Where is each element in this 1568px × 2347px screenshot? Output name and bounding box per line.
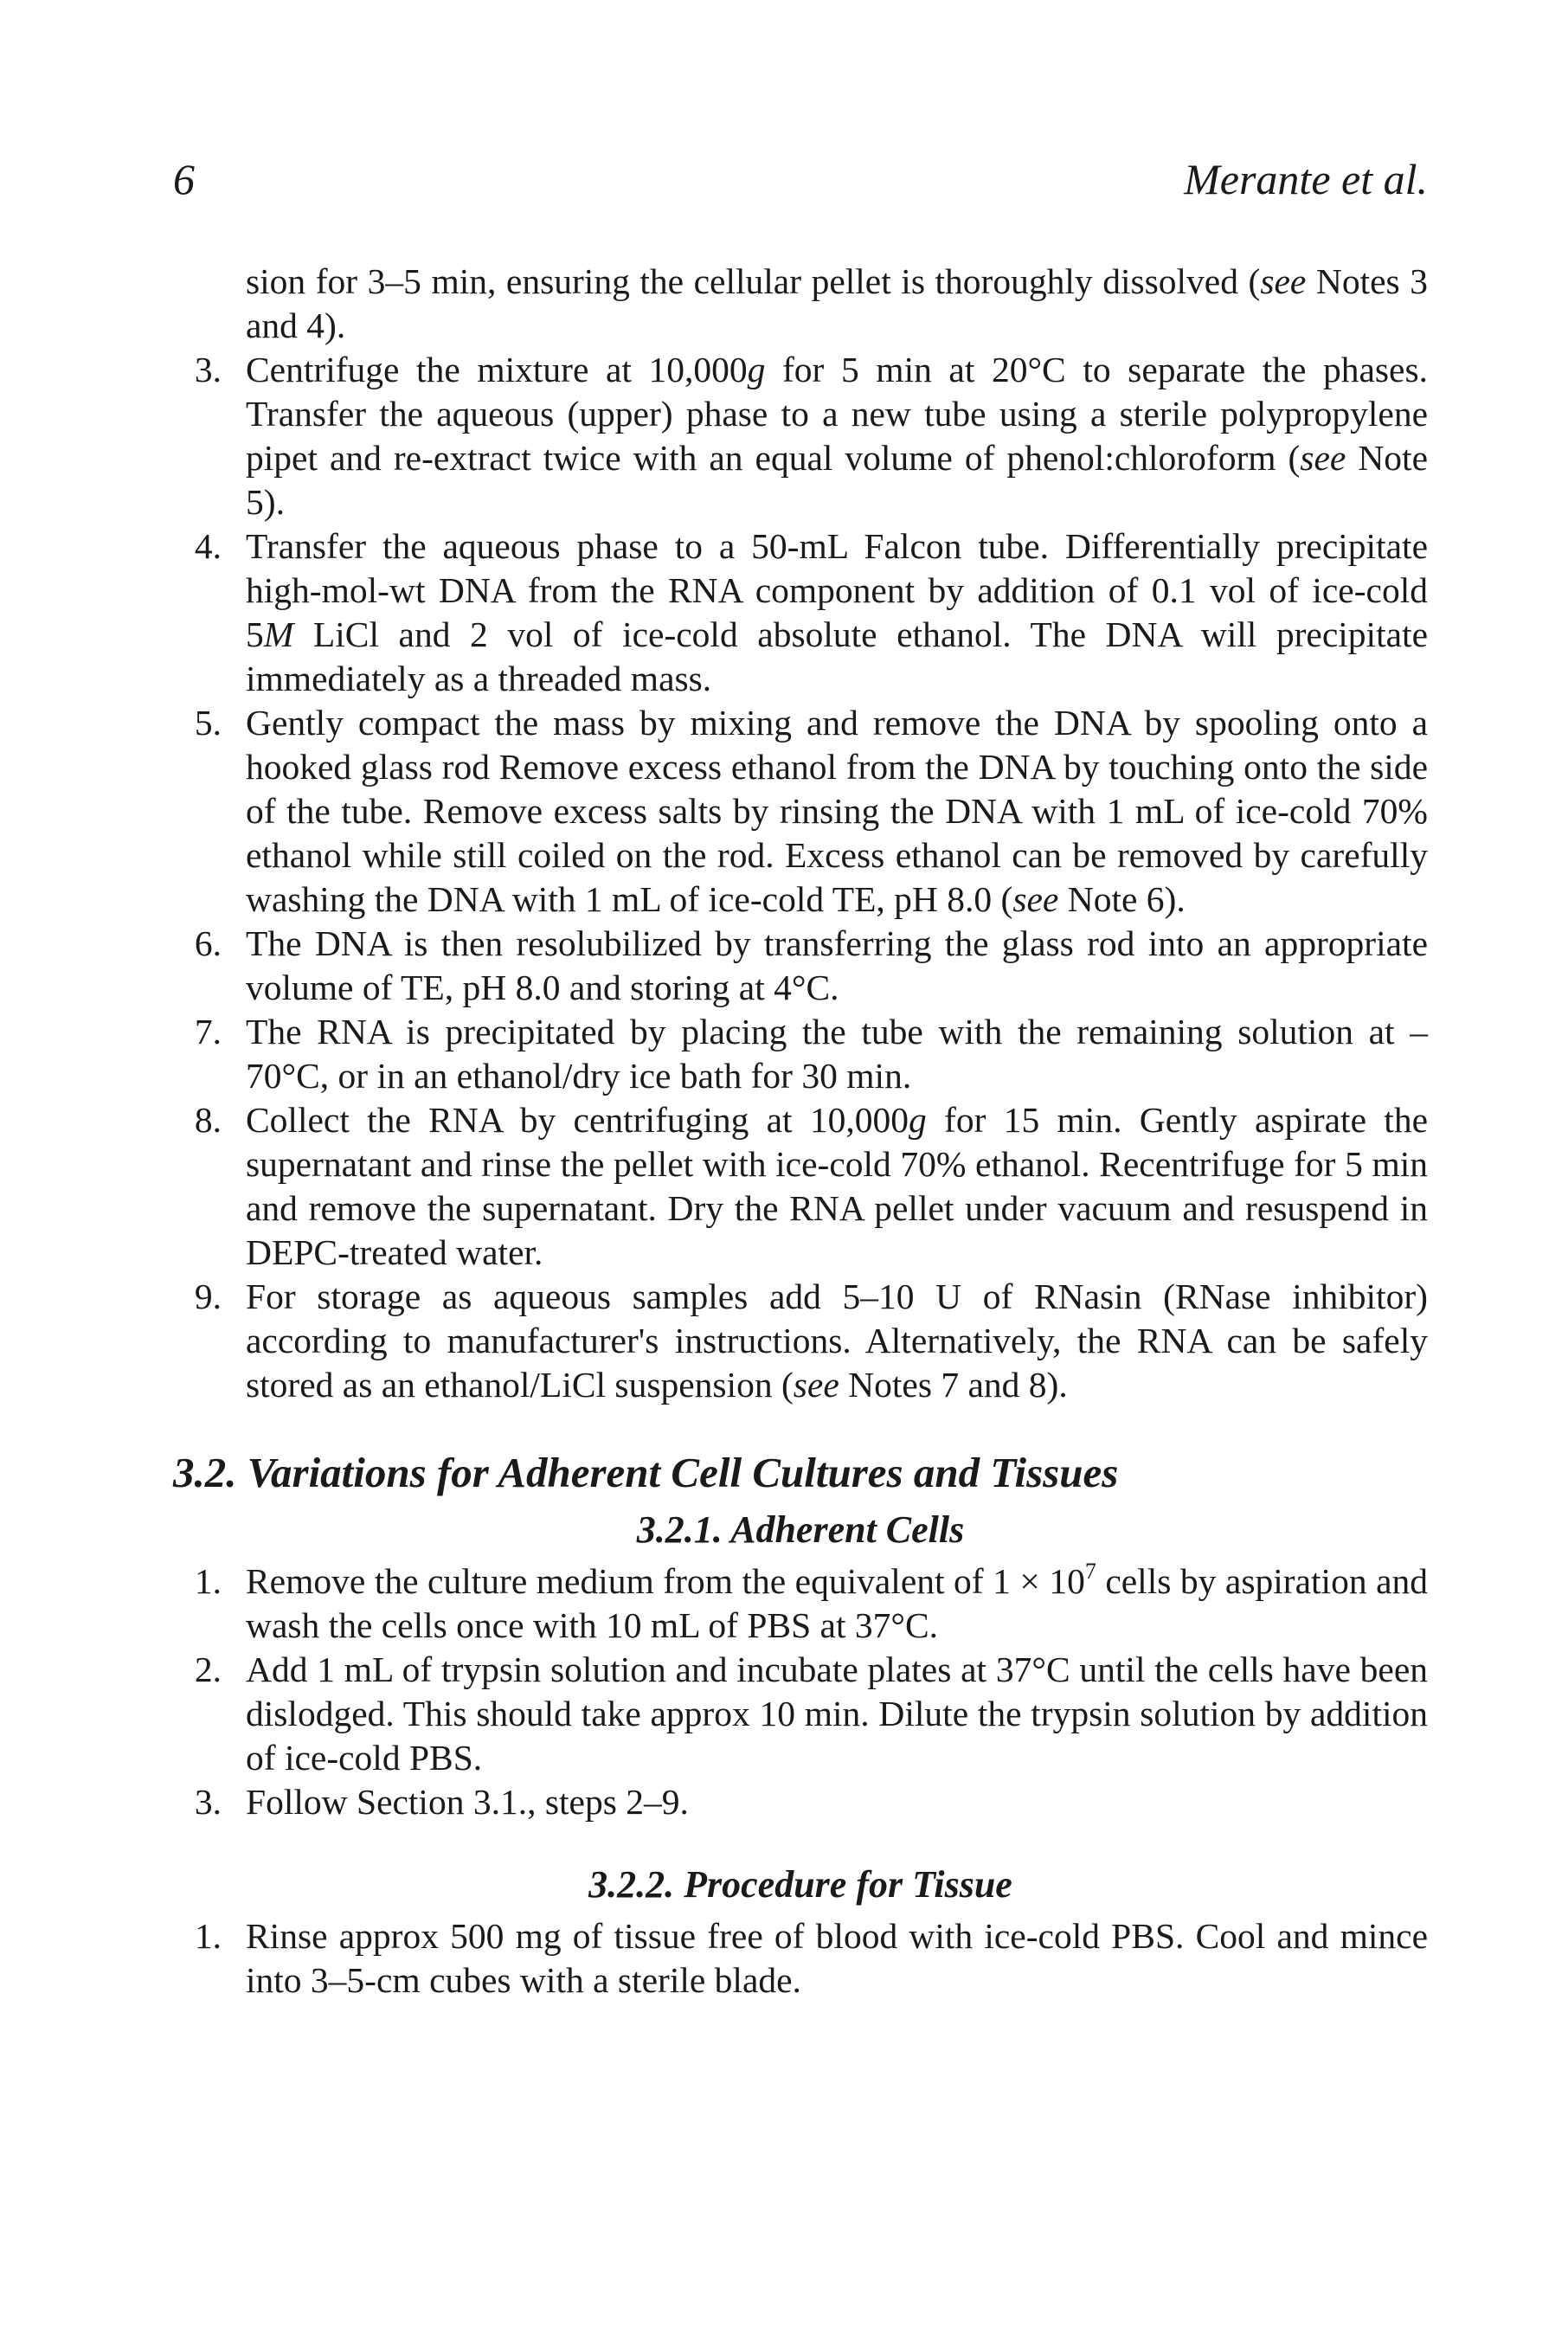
step-text: For storage as aqueous samples add 5–10 U of RNasin (RNase inhibitor) according to manufacturer's instructions. Alternatively, the RNA can be safely stored as an ethanol/LiCl suspension (see Notes 7 and 8). [246, 1276, 1428, 1405]
step-number: 1. [194, 1916, 222, 1956]
subsection-heading-3-2-1: 3.2.1. Adherent Cells [636, 1508, 965, 1551]
step-number: 4. [194, 526, 222, 566]
body-text [173, 260, 1428, 2003]
step-number: 9. [194, 1276, 222, 1316]
procedure-steps-3-2-1 [173, 1559, 1428, 1824]
continued-step-text: sion for 3–5 min, ensuring the cellular pellet is thoroughly dissolved (see Notes 3 and 4). [246, 261, 1428, 345]
step-8 [173, 1098, 1428, 1275]
step-text: The DNA is then resolubilized by transferring the glass rod into an appropriate volume of TE, pH 8.0 and storing at 4°C. [246, 923, 1428, 1007]
step-text: Collect the RNA by centrifuging at 10,000g for 15 min. Gently aspirate the supernatant and rinse the pellet with ice-cold 70% ethanol. Recentrifuge for 5 min and remove the supernatant. Dry the RNA pellet under vacuum and resuspend in DEPC-treated water. [246, 1100, 1428, 1272]
step-number: 7. [194, 1012, 222, 1051]
step-number: 8. [194, 1100, 222, 1140]
step-text: Rinse approx 500 mg of tissue free of blood with ice-cold PBS. Cool and mince into 3–5-cm cubes with a sterile blade. [246, 1916, 1428, 2000]
step-number: 6. [194, 923, 222, 963]
step-number: 2. [194, 1649, 222, 1689]
step-text: Add 1 mL of trypsin solution and incubate plates at 37°C until the cells have been dislodged. This should take approx 10 min. Dilute the trypsin solution by addition of ice-cold PBS. [246, 1649, 1428, 1778]
page-number: 6 [173, 155, 195, 203]
step-number: 3. [194, 350, 222, 389]
step-6 [173, 922, 1428, 1010]
step-text: Transfer the aqueous phase to a 50-mL Falcon tube. Differentially precipitate high-mol-wt DNA from the RNA component by addition of 0.1 vol of ice-cold 5M LiCl and 2 vol of ice-cold absolute ethanol. The DNA will precipitate immediately as a threaded mass. [246, 526, 1428, 698]
subsection-heading-3-2-2: 3.2.2. Procedure for Tissue [588, 1863, 1012, 1906]
step-4 [173, 524, 1428, 701]
step-9 [173, 1275, 1428, 1407]
adherent-step-1 [173, 1559, 1428, 1648]
procedure-steps-3-2-2 [173, 1914, 1428, 2003]
step-text: The RNA is precipitated by placing the tube with the remaining solution at –70°C, or in an ethanol/dry ice bath for 30 min. [246, 1012, 1428, 1096]
adherent-step-3 [173, 1780, 1428, 1824]
step-text-part: Remove the culture medium from the equivalent of 1 × 10 [246, 1561, 1085, 1601]
running-head [173, 149, 1428, 209]
procedure-steps-3-1 [173, 348, 1428, 1407]
step-3 [173, 348, 1428, 524]
step-number: 5. [194, 703, 222, 743]
step-number: 3. [194, 1782, 222, 1822]
step-text: Follow Section 3.1., steps 2–9. [246, 1782, 689, 1822]
section-heading-3-2: 3.2. Variations for Adherent Cell Cultures and Tissues [173, 1449, 1119, 1496]
step-text: Gently compact the mass by mixing and remove the DNA by spooling onto a hooked glass rod Remove excess ethanol from the DNA by touching onto the side of the tube. Remove excess salts by rinsing the DNA with 1 mL of ice-cold 70% ethanol while still coiled on the rod. Excess ethanol can be removed by carefully washing the DNA with 1 mL of ice-cold TE, pH 8.0 (see Note 6). [246, 703, 1428, 919]
tissue-step-1 [173, 1914, 1428, 2003]
step-text: Centrifuge the mixture at 10,000g for 5 min at 20°C to separate the phases. Transfer the aqueous (upper) phase to a new tube using a sterile polypropylene pipet and re-extract twice with an equal volume of phenol:chloroform (see Note 5). [246, 350, 1429, 522]
adherent-step-2 [173, 1648, 1428, 1780]
step-text-part: cells by aspiration and wash the cells once with 10 mL of PBS at 37°C. [246, 1561, 1429, 1645]
step-7 [173, 1010, 1428, 1098]
running-title: Merante et al. [1184, 155, 1428, 203]
step-number: 1. [194, 1561, 222, 1601]
exponent: 7 [1084, 1559, 1096, 1585]
step-5 [173, 701, 1428, 922]
